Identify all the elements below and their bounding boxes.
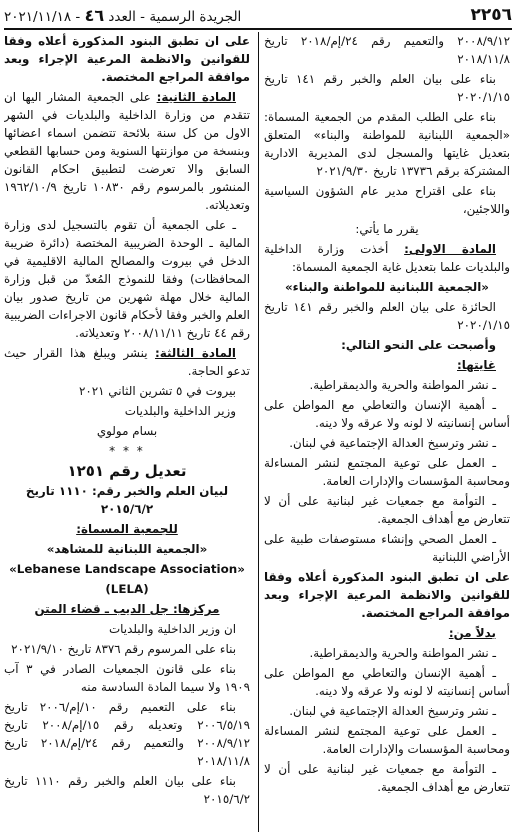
paragraph-bold: على ان تطبق البنود المذكورة أعلاه وفقا للقوانين والانظمة المرعية الإجراء وبعد موافقة المراجع المختصة. (4, 34, 250, 84)
association-seat: مركزها: جل الديب ـ قضاء المتن (34, 602, 220, 616)
issue-prefix: الجريدة الرسمية - العدد (108, 8, 242, 25)
article-text: ينشر ويبلغ هذا القرار حيث تدعو الحاجة. (4, 346, 250, 378)
issue-number: ٤٦ (84, 5, 105, 25)
amendment-subtitle: للجمعية المسماة: (76, 522, 178, 536)
list-item: ـ التوأمة مع جمعيات غير لبنانية على أن لا تتعارض مع أهداف الجمعية. (264, 494, 510, 526)
paragraph: بناء على التعميم رقم ١٠/إم/٢٠٠٦ تاريخ ٢٠٠٦/٥/١٩ وتعديله رقم ١٥/إم/٢٠٠٨ تاريخ ٢٠٠٨/٩/١٢ والتعميم رقم ٢٤/إم/٢٠١٨ تاريخ ٢٠١٨/١١/٨ (4, 700, 250, 768)
page-number: ٢٢٥٦ (470, 5, 512, 25)
list-item: ـ أهمية الإنسان والتعاطي مع المواطن على أساس إنسانيته لا لونه ولا عرقه ولا دينه. (264, 666, 510, 698)
subheading: بدلاً من: (448, 626, 496, 640)
signature-title: وزير الداخلية والبلديات (124, 404, 236, 418)
right-column (264, 32, 510, 832)
article-three (4, 344, 250, 380)
subheading: وأصبحت على النحو التالي: (341, 338, 496, 352)
list-item: ـ أهمية الإنسان والتعاطي مع المواطن على أساس إنسانيته لا لونه ولا عرقه ولا دينه. (264, 398, 510, 430)
list-item: ـ نشر المواطنة والحرية والديمقراطية. (309, 646, 496, 660)
left-column (4, 32, 250, 832)
article-label: المادة الثانية: (156, 90, 237, 104)
association-name-ar: «الجمعية اللبنانية للمشاهد» (46, 542, 208, 556)
separator: * * * (109, 444, 145, 458)
association-acronym: (LELA) (105, 582, 149, 596)
association-name-en: «Lebanese Landscape Association» (9, 562, 245, 576)
subheading: غايتها: (457, 358, 496, 372)
article-two (4, 88, 250, 214)
paragraph-bold: على ان تطبق البنود المذكورة أعلاه وفقا للقوانين والانظمة المرعية الإجراء وبعد موافقة المراجع المختصة. (264, 570, 510, 620)
association-name: «الجمعية اللبنانية للمواطنة والبناء» (284, 280, 489, 294)
paragraph: ان وزير الداخلية والبلديات (108, 622, 236, 636)
list-item: ـ التوأمة مع جمعيات غير لبنانية على أن لا تتعارض مع أهداف الجمعية. (264, 762, 510, 794)
paragraph: ٢٠٠٨/٩/١٢ والتعميم رقم ٢٤/إم/٢٠١٨ تاريخ ٢٠١٨/١١/٨ (264, 34, 510, 66)
list-item: ـ العمل الصحي وإنشاء مستوصفات طبية على الأراضي اللبنانية (264, 532, 510, 564)
list-item: ـ العمل على توعية المجتمع لنشر المساءلة ومحاسبة المؤسسات والإدارات العامة. (264, 456, 510, 488)
paragraph: بناء على قانون الجمعيات الصادر في ٣ آب ١٩٠٩ ولا سيما المادة السادسة منه (4, 662, 250, 694)
signature-name: بسام مولوي (96, 424, 158, 438)
article-one (264, 240, 510, 276)
column-divider (258, 32, 259, 832)
article-label: المادة الاولى: (404, 242, 497, 256)
article-text: على الجمعية المشار اليها ان تتقدم من وزارة الداخلية والبلديات في الشهر الاول من كل سنة بلائحة تتضمن اسماء اعضائها وبنسخة من موازنتها السنوية ومن حسابها القطعي السابق والا تعرضت لتطبيق احكام القانون المنشور بالمرسوم رقم ١٠٨٣٠ تاريخ ١٩٦٢/١٠/٩ وتعديلاته. (4, 90, 250, 212)
article-label: المادة الثالثة: (154, 346, 236, 360)
page-header (4, 2, 512, 30)
signature-place-date: بيروت في ٥ تشرين الثاني ٢٠٢١ (78, 384, 236, 398)
amendment-subtitle: لبيان العلم والخبر رقم: ١١١٠ تاريخ ٢٠١٥/٦/٢ (25, 484, 229, 516)
paragraph: بناء على بيان العلم والخبر رقم ١٤١ تاريخ ٢٠٢٠/١/١٥ (264, 72, 510, 104)
decision-intro: يقرر ما يأتي: (355, 222, 419, 236)
amendment-title: تعديل رقم ١٢٥١ (67, 462, 187, 480)
paragraph: بناء على اقتراح مدير عام الشؤون السياسية واللاجئين، (264, 184, 510, 216)
list-item: ـ العمل على توعية المجتمع لنشر المساءلة ومحاسبة المؤسسات والإدارات العامة. (264, 724, 510, 756)
issue-info: الجريدة الرسمية - العدد ٤٦ - ٢٠٢١/١١/١٨ (4, 5, 242, 25)
list-item: ـ نشر المواطنة والحرية والديمقراطية. (309, 378, 496, 392)
article-text: أخذت وزارة الداخلية والبلديات علما بتعديل غاية الجمعية المسماة: (264, 242, 510, 274)
list-item: ـ نشر وترسيخ العدالة الإجتماعية في لبنان. (289, 436, 496, 450)
paragraph: بناء على بيان العلم والخبر رقم ١١١٠ تاريخ ٢٠١٥/٦/٢ (4, 774, 250, 806)
issue-date: ٢٠٢١/١١/١٨ (4, 8, 72, 25)
paragraph: بناء على المرسوم رقم ٨٣٧٦ تاريخ ٢٠٢١/٩/١٠ (11, 642, 236, 656)
paragraph: بناء على الطلب المقدم من الجمعية المسماة: «الجمعية اللبنانية للمواطنة والبناء» المتعلق بتعديل غايتها والمسجل لدى المديرية الادارية المشتركة برقم ١٣٧٣٦ تاريخ ٢٠٢١/٩/٣٠ (264, 110, 510, 178)
paragraph: الحائزة على بيان العلم والخبر رقم ١٤١ تاريخ ٢٠٢٠/١/١٥ (264, 300, 510, 332)
list-item: ـ نشر وترسيخ العدالة الإجتماعية في لبنان. (289, 704, 496, 718)
paragraph: ـ على الجمعية أن تقوم بالتسجيل لدى وزارة المالية ـ الوحدة الضريبية المختصة (دائرة ضريبة الدخل في بيروت والمصالح المالية الاقليمية في المحافظات) وفقا للنموذج المُعدّ من قبل وزارة المالية خلال مهلة شهرين من تاريخ صدور بيان العلم والخبر وفقا لأحكام قانون الاجراءات الضريبية رقم ٤٤ تاريخ ٢٠٠٨/١١/١١ وتعديلاته. (4, 218, 250, 340)
